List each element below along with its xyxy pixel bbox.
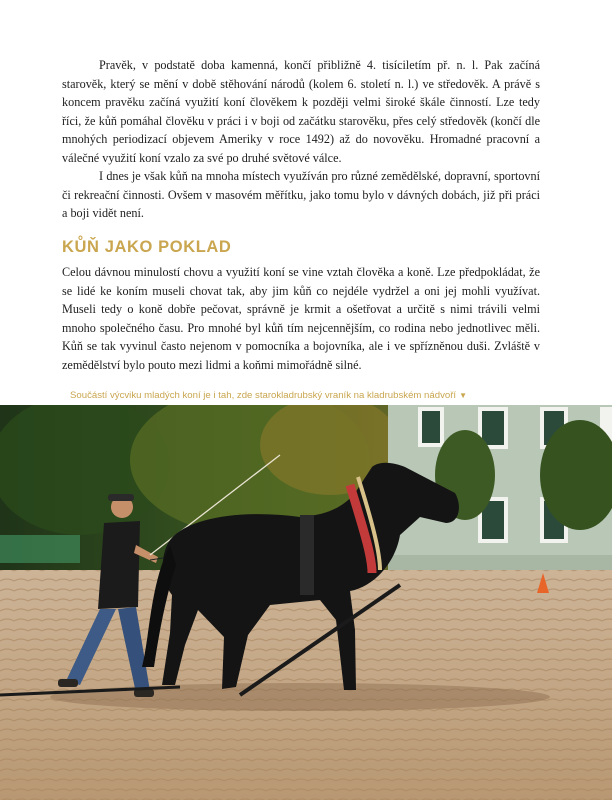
horse-training-photo [0,405,612,800]
photo-caption-text: Součástí výcviku mladých koní je i tah, zde starokladrubský vraník na kladrubském nádvoří [70,390,457,401]
caption-down-triangle-icon: ▼ [459,391,467,400]
intro-paragraph-1: Pravěk, v podstatě doba kamenná, končí přibližně 4. tisíciletím př. n. l. Pak začíná starověk, který se mění v době stěhování národů (kolem 6. století n. l.) ve středověk. A právě s koncem pravěku začíná využití koní člověkem k později velmi široké škále činností. Lze tedy říci, že kůň pomáhal člověku v práci i v boji od začátku starověku, přes celý středověk (končí dle mnohých periodizací objevem Ameriky v roce 1492) až do novověku. Hromadné pracovní a válečné využití koní vzalo za své po druhé světové válce. [62,58,540,165]
photo-caption [70,390,550,401]
intro-paragraph-2: I dnes je však kůň na mnoha místech využíván pro různé zemědělské, dopravní, sportovní či rekreační činnosti. Ovšem v masovém měřítku, jako tomu bylo v dávných dobách, již při práci a boji vidět není. [62,169,540,221]
section-paragraph: Celou dávnou minulostí chovu a využití koní se vine vztah člověka a koně. Lze předpokládat, že se lidé ke koním museli chovat tak, aby jim kůň co nejdéle vydržel a oni jej mohli využívat. Museli tedy o koně dobře pečovat, správně je krmit a ošetřovat a určitě s nimi trávili velmi mnoho společného času. Pro mnohé byl kůň tím nejcennějším, co rodina nebo jednotlivec měli. Kůň se tak vyvinul často nejenom v pomocníka a bojovníka, ale i ve spřízněnou duši. Zvláště v zemědělství bylo pouto mezi lidmi a koňmi mimořádně silné. [62,265,540,372]
section-heading: KŮŇ JAKO POKLAD [62,238,232,256]
